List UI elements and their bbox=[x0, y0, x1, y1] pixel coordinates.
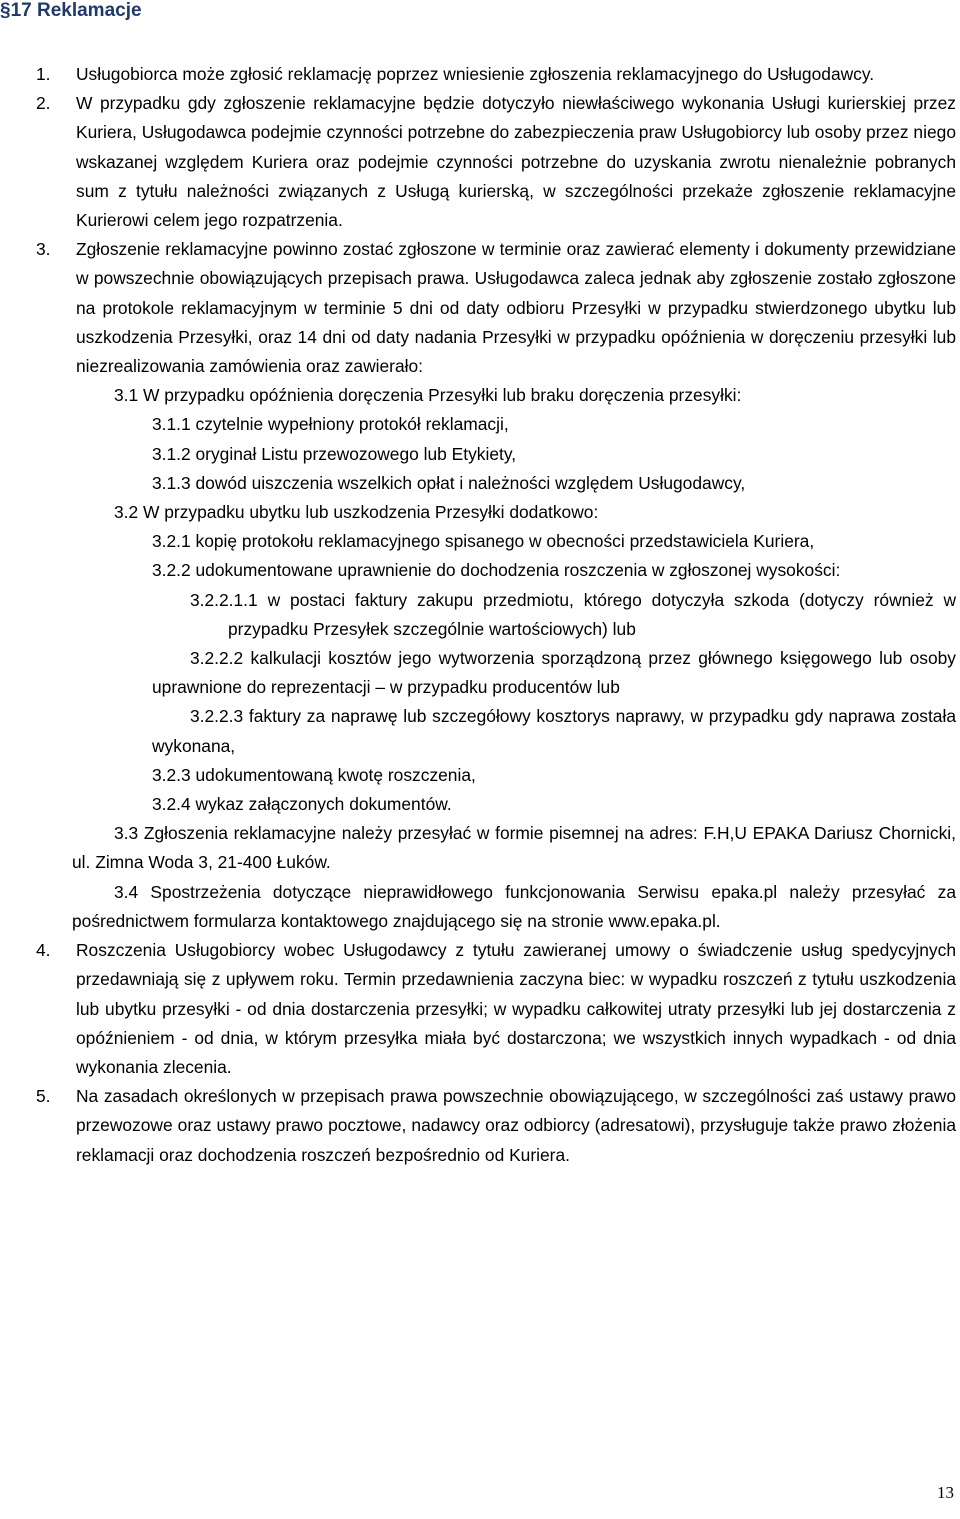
subitem-3-4: 3.4 Spostrzeżenia dotyczące nieprawidłowego funkcjonowania Serwisu epaka.pl należy przesyłać za pośrednictwem formularza kontaktowego znajdującego się na stronie www.epaka.pl. bbox=[72, 881, 956, 931]
item-number: 1. bbox=[36, 64, 51, 84]
item-number: 5. bbox=[36, 1086, 51, 1107]
subitem-3-3: 3.3 Zgłoszenia reklamacyjne należy przesyłać w formie pisemnej na adres: F.H,U EPAKA Dariusz Chornicki, ul. Zimna Woda 3, 21-400 Łuków. bbox=[72, 823, 956, 873]
subitem-3-2: 3.2 W przypadku ubytku lub uszkodzenia Przesyłki dodatkowo: bbox=[114, 502, 599, 523]
item-text: Roszczenia Usługobiorcy wobec Usługodawcy z tytułu zawieranej umowy o świadczenie usług spedycyjnych przedawniają się z upływem roku. Termin przedawnienia zaczyna biec: w wypadku roszczeń z tytułu uszkodzenia lub ubytku przesyłki - od dnia dostarczenia przesyłki; w wypadku całkowitej utraty przesyłki lub jej dostarczenia z opóźnieniem - od dnia, w którym przesyłka miała być dostarczona; we wszystkich innych wypadkach - od dnia wykonania zlecenia. bbox=[76, 940, 956, 1077]
document-body bbox=[0, 60, 960, 1170]
item-number: 3. bbox=[36, 239, 51, 260]
item-number: 2. bbox=[36, 93, 51, 114]
item-text: Zgłoszenie reklamacyjne powinno zostać zgłoszone w terminie oraz zawierać elementy i dokumenty przewidziane w powszechnie obowiązujących przepisach prawa. Usługodawca zaleca jednak aby zgłoszenie zostało zgłoszone na protokole reklamacyjnym w terminie 5 dni od daty odbioru Przesyłki w przypadku stwierdzonego ubytku lub uszkodzenia Przesyłki, oraz 14 dni od daty nadania Przesyłki w przypadku opóźnienia w doręczeniu przesyłki lub niezrealizowania zamówienia oraz zawierało: bbox=[76, 239, 956, 377]
subitem-3-1: 3.1 W przypadku opóźnienia doręczenia Przesyłki lub braku doręczenia przesyłki: bbox=[114, 385, 742, 406]
subitem-3-2-2-1-1: 3.2.2.1.1 w postaci faktury zakupu przedmiotu, którego dotyczyła szkoda (dotyczy również w przypadku Przesyłek szczególnie wartościowych) lub bbox=[190, 589, 956, 639]
item-text: Na zasadach określonych w przepisach prawa powszechnie obowiązującego, w szczególności zaś ustawy prawo przewozowe oraz ustawy prawo pocztowe, nadawcy oraz odbiorcy (adresatowi), przysługuje także prawo złożenia reklamacji oraz dochodzenia roszczeń bezpośrednio od Kuriera. bbox=[76, 1086, 956, 1165]
subitem-3-1-1: 3.1.1 czytelnie wypełniony protokół reklamacji, bbox=[152, 414, 509, 435]
section-heading: §17 Reklamacje bbox=[0, 0, 142, 21]
subitem-3-2-3: 3.2.3 udokumentowaną kwotę roszczenia, bbox=[152, 764, 476, 785]
list-item-3 bbox=[0, 235, 960, 381]
subitem-3-2-1: 3.2.1 kopię protokołu reklamacyjnego spisanego w obecności przedstawiciela Kuriera, bbox=[152, 531, 815, 552]
subitem-3-2-2-3: 3.2.2.3 faktury za naprawę lub szczegółowy kosztorys naprawy, w przypadku gdy naprawa została wykonana, bbox=[152, 706, 956, 756]
item-text: W przypadku gdy zgłoszenie reklamacyjne będzie dotyczyło niewłaściwego wykonania Usługi kurierskiej przez Kuriera, Usługodawca podejmie czynności potrzebne do zabezpieczenia praw Usługobiorcy lub osoby przez niego wskazanej względem Kuriera oraz podejmie czynności potrzebne do uzyskania zwrotu nienależnie pobranych sum z tytułu należności związanych z Usługą kurierską, w szczególności przekaże zgłoszenie reklamacyjne Kurierowi celem jego rozpatrzenia. bbox=[76, 93, 956, 231]
subitem-3-2-2-2: 3.2.2.2 kalkulacji kosztów jego wytworzenia sporządzoną przez głównego księgowego lub osoby uprawnione do reprezentacji – w przypadku producentów lub bbox=[152, 648, 956, 698]
subitem-3-1-3: 3.1.3 dowód uiszczenia wszelkich opłat i należności względem Usługodawcy, bbox=[152, 472, 746, 493]
list-item-1 bbox=[0, 60, 960, 89]
subitem-3-1-2: 3.1.2 oryginał Listu przewozowego lub Etykiety, bbox=[152, 443, 517, 464]
list-item-4 bbox=[0, 936, 960, 1082]
item-number: 4. bbox=[36, 940, 51, 961]
subitem-3-2-2: 3.2.2 udokumentowane uprawnienie do dochodzenia roszczenia w zgłoszonej wysokości: bbox=[152, 560, 841, 581]
page-number: 13 bbox=[937, 1483, 954, 1502]
subitem-3-2-4: 3.2.4 wykaz załączonych dokumentów. bbox=[152, 794, 452, 815]
list-item-2 bbox=[0, 89, 960, 235]
list-item-5 bbox=[0, 1082, 960, 1170]
item-text: Usługobiorca może zgłosić reklamację poprzez wniesienie zgłoszenia reklamacyjnego do Usługodawcy. bbox=[76, 64, 875, 84]
